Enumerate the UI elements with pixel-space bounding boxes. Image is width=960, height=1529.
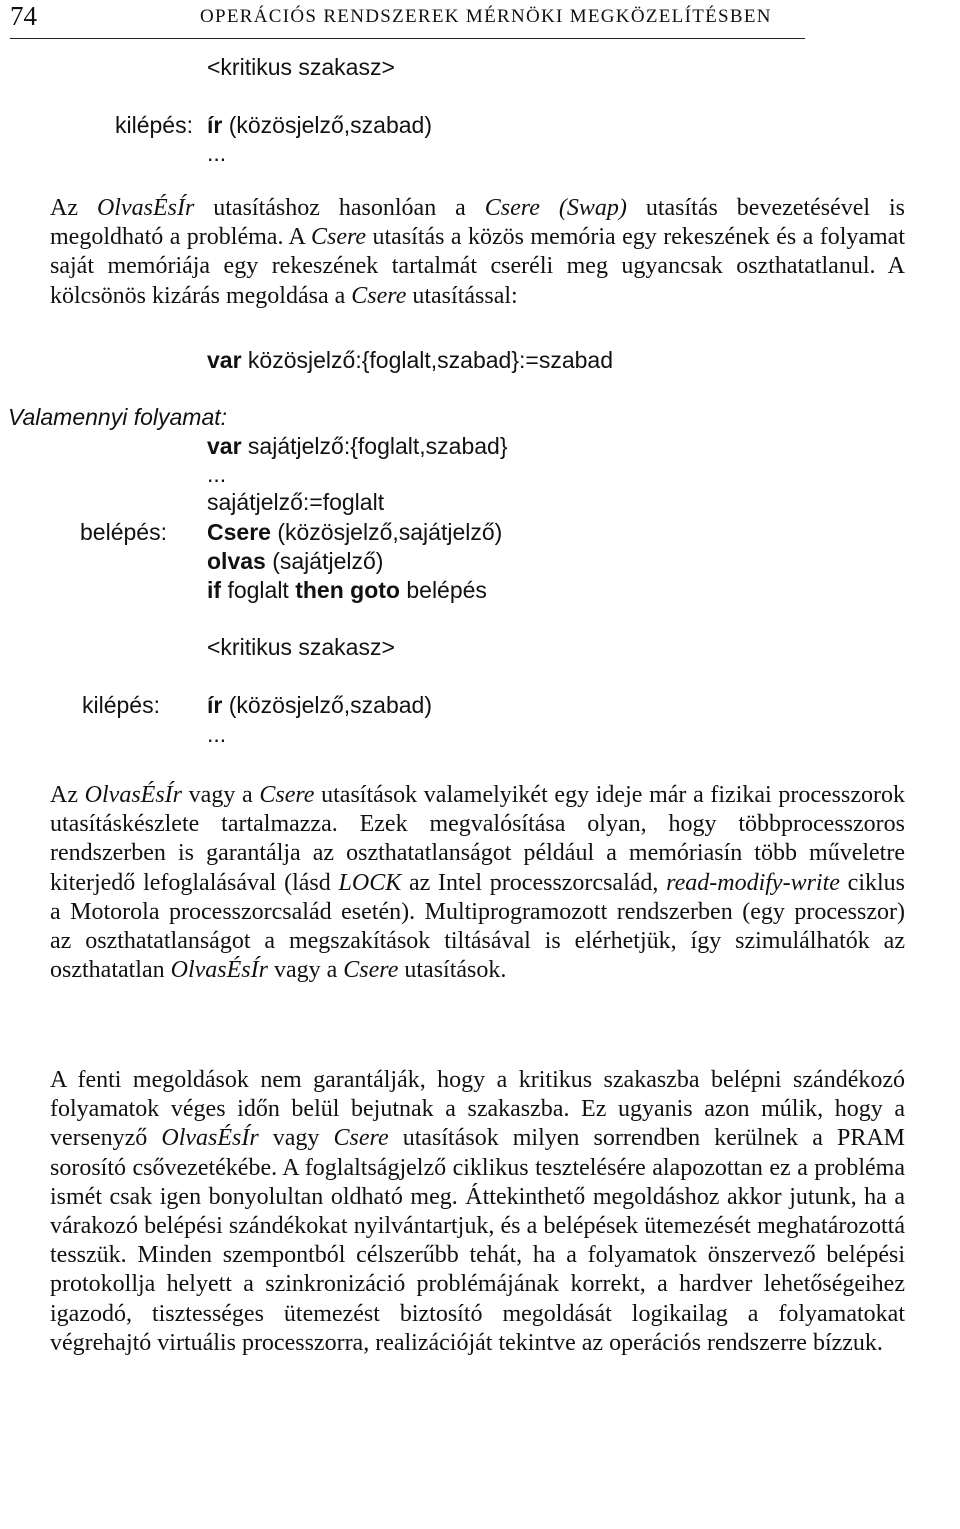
ellipsis: ...: [207, 461, 227, 487]
term-olvasesir: OlvasÉsÍr: [161, 1125, 259, 1152]
paragraph-swap-intro: Az OlvasÉsÍr utasításhoz hasonlóan a Csere (Swap) utasítás bevezetésével is megoldható a probléma. A Csere utasítás a közös memória egy rekeszének és a folyamat saját memóriája egy rekeszének tartalmát cseréli meg ugyancsak oszthatatlanul. A kölcsönös kizárás megoldása a Csere utasítással:: [50, 195, 906, 309]
term-csere: Csere: [310, 224, 367, 251]
code-line-exit: [207, 110, 432, 140]
paragraph-hardware-support: Az OlvasÉsÍr vagy a Csere utasítások valamelyikét egy ideje már a fizikai processzorok utasításkészlete tartalmazza. Ezek megvalósítása olyan, hogy többprocesszoros rendszerben is garantálja az oszthatatlanságot például a memóriasín több műveletre kiterjedő lefoglalásával (lásd LOCK az Intel processzorcsalád, read-modify-write ciklus a Motorola processzorcsalád esetén). Multiprogramozott rendszerben (egy processzor) az oszthatatlanságot a megszakítások tiltásával is elérhetjük, így szimulálhatók az oszthatatlan OlvasÉsÍr vagy a Csere utasítások.: [50, 782, 905, 984]
keyword-csere: Csere: [207, 519, 271, 545]
keyword-var: var: [207, 347, 242, 373]
code-line-var-common: var közösjelző:{foglalt,szabad}:=szabad: [207, 347, 613, 373]
keyword-then-goto: then goto: [295, 577, 400, 603]
code-line-swap: Csere (közösjelző,sajátjelző): [207, 519, 503, 545]
term-lock: LOCK: [338, 869, 402, 896]
write-args: (közösjelző,szabad): [222, 112, 432, 138]
keyword-write: ír: [207, 112, 223, 138]
keyword-if: if: [207, 577, 222, 603]
term-read-modify-write: read-modify-write: [666, 869, 840, 896]
term-csere-swap: Csere (Swap): [484, 195, 627, 221]
code-line-read: olvas (sajátjelző): [207, 548, 384, 574]
term-csere: Csere: [333, 1125, 389, 1152]
keyword-var: var: [207, 433, 242, 459]
critical-section-marker: <kritikus szakasz>: [207, 634, 395, 660]
exit-label: kilépés:: [115, 112, 193, 138]
keyword-write: ír: [207, 692, 223, 718]
term-olvasesir: OlvasÉsÍr: [170, 957, 268, 984]
ellipsis: ...: [207, 721, 227, 747]
term-olvasesir: OlvasÉsÍr: [84, 782, 182, 808]
term-csere: Csere: [351, 282, 407, 309]
paragraph-fairness: A fenti megoldások nem garantálják, hogy a kritikus szakaszba belépni szándékozó folyamatok véges időn belül bejutnak a szakaszba. Ez ugyanis azon múlik, hogy a versenyző OlvasÉsÍr vagy Csere utasítások milyen sorrendben kerülnek a PRAM sorosító csővezetékébe. A foglaltságjelző ciklikus tesztelésére alapozottan ez a probléma ismét csak igen bonyolultan oldható meg. Áttekinthető megoldáshoz akkor jutunk, ha a várakozó belépési szándékokat nyilvántartjuk, és a belépések ütemezését meghatározottá tesszük. Minden szempontból célszerűbb tehát, ha a folyamatok önszervező belépési protokollja helyett a szinkronizáció problémájának korrekt, a hardver lehetőségeihez igazodó, tisztességes ütemezést biztosító megoldását logikailag a folyamatokat végrehajtó virtuális processzorra, realizációját tekintve az operációs rendszerre bízzuk.: [50, 1067, 906, 1356]
term-csere: Csere: [259, 782, 315, 808]
code-line-var-own: var sajátjelző:{foglalt,szabad}: [207, 433, 508, 459]
page-number: 74: [10, 1, 37, 31]
enter-label: belépés:: [80, 519, 167, 545]
running-title: OPERÁCIÓS RENDSZEREK MÉRNÖKI MEGKÖZELÍTÉSBEN: [200, 6, 772, 27]
term-csere: Csere: [343, 957, 399, 984]
ellipsis: ...: [207, 140, 227, 166]
code-line-assign: sajátjelző:=foglalt: [207, 489, 385, 515]
keyword-olvas: olvas: [207, 548, 266, 574]
all-processes-label: Valamennyi folyamat:: [8, 404, 228, 430]
code-line-exit: ír (közösjelző,szabad): [207, 692, 432, 718]
term-olvasesir: OlvasÉsÍr: [96, 195, 195, 221]
exit-label: kilépés:: [82, 692, 160, 718]
critical-section-marker: <kritikus szakasz>: [207, 54, 395, 80]
page-header: [10, 0, 805, 39]
code-line-if: if foglalt then goto belépés: [207, 577, 487, 603]
